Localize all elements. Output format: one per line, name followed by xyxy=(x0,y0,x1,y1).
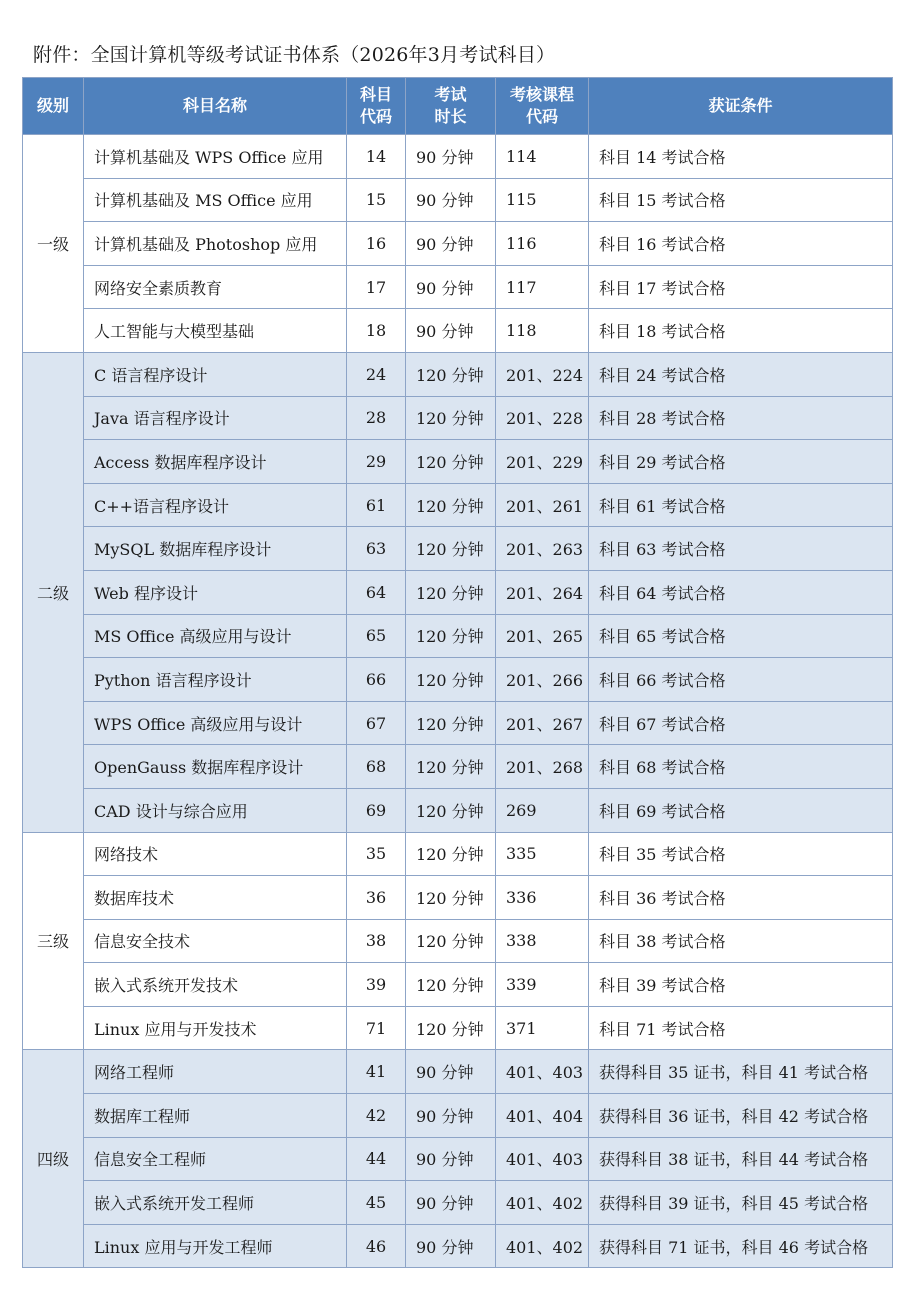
table-row xyxy=(23,440,893,484)
subject-code-cell: 36 xyxy=(347,876,406,920)
header-course-code: 考核课程 代码 xyxy=(496,78,589,135)
condition-cell: 获得科目 39 证书，科目 45 考试合格 xyxy=(589,1181,893,1225)
condition-cell: 科目 69 考试合格 xyxy=(589,788,893,832)
table-row xyxy=(23,701,893,745)
table-row xyxy=(23,614,893,658)
course-code-cell: 116 xyxy=(496,222,589,266)
level-cell: 三级 xyxy=(23,832,84,1050)
header-level: 级别 xyxy=(23,78,84,135)
subject-code-cell: 46 xyxy=(347,1224,406,1268)
header-condition: 获证条件 xyxy=(589,78,893,135)
course-code-cell: 401、404 xyxy=(496,1094,589,1138)
duration-cell: 120 分钟 xyxy=(406,745,496,789)
subject-cell: WPS Office 高级应用与设计 xyxy=(84,701,347,745)
table-row xyxy=(23,1224,893,1268)
subject-code-cell: 61 xyxy=(347,483,406,527)
subject-code-cell: 42 xyxy=(347,1094,406,1138)
subject-cell: Java 语言程序设计 xyxy=(84,396,347,440)
subject-cell: 数据库技术 xyxy=(84,876,347,920)
subject-cell: MySQL 数据库程序设计 xyxy=(84,527,347,571)
condition-cell: 科目 38 考试合格 xyxy=(589,919,893,963)
subject-code-cell: 17 xyxy=(347,265,406,309)
condition-cell: 获得科目 38 证书，科目 44 考试合格 xyxy=(589,1137,893,1181)
duration-cell: 120 分钟 xyxy=(406,832,496,876)
course-code-cell: 371 xyxy=(496,1006,589,1050)
subject-code-cell: 63 xyxy=(347,527,406,571)
table-header-row xyxy=(23,78,893,135)
course-code-cell: 201、229 xyxy=(496,440,589,484)
subject-code-cell: 64 xyxy=(347,570,406,614)
duration-cell: 120 分钟 xyxy=(406,396,496,440)
subject-code-cell: 67 xyxy=(347,701,406,745)
subject-cell: 网络工程师 xyxy=(84,1050,347,1094)
subject-cell: Access 数据库程序设计 xyxy=(84,440,347,484)
course-code-cell: 401、402 xyxy=(496,1181,589,1225)
duration-cell: 90 分钟 xyxy=(406,178,496,222)
course-code-cell: 201、264 xyxy=(496,570,589,614)
subject-code-cell: 71 xyxy=(347,1006,406,1050)
duration-cell: 90 分钟 xyxy=(406,265,496,309)
subject-cell: Web 程序设计 xyxy=(84,570,347,614)
subject-cell: 嵌入式系统开发工程师 xyxy=(84,1181,347,1225)
subject-cell: Linux 应用与开发技术 xyxy=(84,1006,347,1050)
duration-cell: 120 分钟 xyxy=(406,876,496,920)
duration-cell: 120 分钟 xyxy=(406,483,496,527)
duration-cell: 90 分钟 xyxy=(406,222,496,266)
subject-cell: 数据库工程师 xyxy=(84,1094,347,1138)
subject-code-cell: 65 xyxy=(347,614,406,658)
course-code-cell: 201、266 xyxy=(496,658,589,702)
table-body xyxy=(23,135,893,1268)
subject-cell: C 语言程序设计 xyxy=(84,352,347,396)
document-title: 附件：全国计算机等级考试证书体系（2026年3月考试科目） xyxy=(33,44,556,66)
subject-code-cell: 28 xyxy=(347,396,406,440)
course-code-cell: 201、263 xyxy=(496,527,589,571)
course-code-cell: 401、402 xyxy=(496,1224,589,1268)
condition-cell: 科目 63 考试合格 xyxy=(589,527,893,571)
subject-cell: MS Office 高级应用与设计 xyxy=(84,614,347,658)
course-code-cell: 115 xyxy=(496,178,589,222)
course-code-cell: 201、228 xyxy=(496,396,589,440)
subject-cell: 网络技术 xyxy=(84,832,347,876)
table-row xyxy=(23,352,893,396)
condition-cell: 科目 64 考试合格 xyxy=(589,570,893,614)
condition-cell: 科目 39 考试合格 xyxy=(589,963,893,1007)
table-row xyxy=(23,1050,893,1094)
course-code-cell: 335 xyxy=(496,832,589,876)
condition-cell: 科目 68 考试合格 xyxy=(589,745,893,789)
subject-cell: 嵌入式系统开发技术 xyxy=(84,963,347,1007)
duration-cell: 120 分钟 xyxy=(406,352,496,396)
subject-cell: Python 语言程序设计 xyxy=(84,658,347,702)
header-code: 科目 代码 xyxy=(347,78,406,135)
duration-cell: 120 分钟 xyxy=(406,701,496,745)
duration-cell: 120 分钟 xyxy=(406,919,496,963)
subject-code-cell: 14 xyxy=(347,135,406,179)
condition-cell: 科目 14 考试合格 xyxy=(589,135,893,179)
condition-cell: 科目 35 考试合格 xyxy=(589,832,893,876)
subject-code-cell: 16 xyxy=(347,222,406,266)
subject-code-cell: 15 xyxy=(347,178,406,222)
table-row xyxy=(23,1094,893,1138)
duration-cell: 90 分钟 xyxy=(406,309,496,353)
duration-cell: 120 分钟 xyxy=(406,614,496,658)
duration-cell: 90 分钟 xyxy=(406,1224,496,1268)
certificate-system-table xyxy=(22,77,893,1268)
table-row xyxy=(23,265,893,309)
table-row xyxy=(23,919,893,963)
duration-cell: 120 分钟 xyxy=(406,570,496,614)
subject-code-cell: 41 xyxy=(347,1050,406,1094)
condition-cell: 科目 18 考试合格 xyxy=(589,309,893,353)
condition-cell: 科目 28 考试合格 xyxy=(589,396,893,440)
subject-code-cell: 44 xyxy=(347,1137,406,1181)
condition-cell: 科目 17 考试合格 xyxy=(589,265,893,309)
subject-code-cell: 66 xyxy=(347,658,406,702)
subject-cell: C++语言程序设计 xyxy=(84,483,347,527)
subject-cell: 网络安全素质教育 xyxy=(84,265,347,309)
course-code-cell: 401、403 xyxy=(496,1050,589,1094)
subject-code-cell: 29 xyxy=(347,440,406,484)
subject-cell: OpenGauss 数据库程序设计 xyxy=(84,745,347,789)
table-row xyxy=(23,658,893,702)
level-cell: 二级 xyxy=(23,352,84,832)
condition-cell: 科目 66 考试合格 xyxy=(589,658,893,702)
course-code-cell: 201、261 xyxy=(496,483,589,527)
duration-cell: 120 分钟 xyxy=(406,440,496,484)
table-row xyxy=(23,396,893,440)
subject-code-cell: 24 xyxy=(347,352,406,396)
table-row xyxy=(23,309,893,353)
subject-code-cell: 18 xyxy=(347,309,406,353)
header-subject: 科目名称 xyxy=(84,78,347,135)
subject-cell: 计算机基础及 MS Office 应用 xyxy=(84,178,347,222)
course-code-cell: 269 xyxy=(496,788,589,832)
table-row xyxy=(23,963,893,1007)
subject-cell: 计算机基础及 WPS Office 应用 xyxy=(84,135,347,179)
subject-cell: 信息安全技术 xyxy=(84,919,347,963)
condition-cell: 科目 65 考试合格 xyxy=(589,614,893,658)
table-row xyxy=(23,483,893,527)
table-row xyxy=(23,135,893,179)
duration-cell: 120 分钟 xyxy=(406,1006,496,1050)
header-duration: 考试 时长 xyxy=(406,78,496,135)
subject-code-cell: 38 xyxy=(347,919,406,963)
subject-code-cell: 69 xyxy=(347,788,406,832)
course-code-cell: 201、268 xyxy=(496,745,589,789)
duration-cell: 90 分钟 xyxy=(406,1050,496,1094)
table-row xyxy=(23,1137,893,1181)
course-code-cell: 338 xyxy=(496,919,589,963)
subject-code-cell: 68 xyxy=(347,745,406,789)
condition-cell: 科目 29 考试合格 xyxy=(589,440,893,484)
condition-cell: 获得科目 35 证书，科目 41 考试合格 xyxy=(589,1050,893,1094)
condition-cell: 科目 16 考试合格 xyxy=(589,222,893,266)
course-code-cell: 401、403 xyxy=(496,1137,589,1181)
subject-code-cell: 35 xyxy=(347,832,406,876)
course-code-cell: 114 xyxy=(496,135,589,179)
subject-cell: Linux 应用与开发工程师 xyxy=(84,1224,347,1268)
table-row xyxy=(23,178,893,222)
table-row xyxy=(23,1006,893,1050)
subject-cell: 计算机基础及 Photoshop 应用 xyxy=(84,222,347,266)
condition-cell: 科目 15 考试合格 xyxy=(589,178,893,222)
duration-cell: 90 分钟 xyxy=(406,1181,496,1225)
course-code-cell: 118 xyxy=(496,309,589,353)
condition-cell: 科目 24 考试合格 xyxy=(589,352,893,396)
course-code-cell: 336 xyxy=(496,876,589,920)
table-row xyxy=(23,570,893,614)
duration-cell: 120 分钟 xyxy=(406,658,496,702)
duration-cell: 120 分钟 xyxy=(406,963,496,1007)
subject-cell: 人工智能与大模型基础 xyxy=(84,309,347,353)
condition-cell: 获得科目 36 证书，科目 42 考试合格 xyxy=(589,1094,893,1138)
course-code-cell: 117 xyxy=(496,265,589,309)
table-row xyxy=(23,832,893,876)
condition-cell: 科目 67 考试合格 xyxy=(589,701,893,745)
subject-code-cell: 45 xyxy=(347,1181,406,1225)
table-row xyxy=(23,222,893,266)
course-code-cell: 339 xyxy=(496,963,589,1007)
table-row xyxy=(23,527,893,571)
course-code-cell: 201、267 xyxy=(496,701,589,745)
course-code-cell: 201、224 xyxy=(496,352,589,396)
table-row xyxy=(23,788,893,832)
duration-cell: 90 分钟 xyxy=(406,1137,496,1181)
table-row xyxy=(23,1181,893,1225)
level-cell: 一级 xyxy=(23,135,84,353)
duration-cell: 90 分钟 xyxy=(406,1094,496,1138)
condition-cell: 科目 36 考试合格 xyxy=(589,876,893,920)
duration-cell: 120 分钟 xyxy=(406,527,496,571)
table-row xyxy=(23,745,893,789)
condition-cell: 科目 71 考试合格 xyxy=(589,1006,893,1050)
condition-cell: 科目 61 考试合格 xyxy=(589,483,893,527)
condition-cell: 获得科目 71 证书，科目 46 考试合格 xyxy=(589,1224,893,1268)
subject-cell: 信息安全工程师 xyxy=(84,1137,347,1181)
subject-code-cell: 39 xyxy=(347,963,406,1007)
subject-cell: CAD 设计与综合应用 xyxy=(84,788,347,832)
level-cell: 四级 xyxy=(23,1050,84,1268)
duration-cell: 90 分钟 xyxy=(406,135,496,179)
duration-cell: 120 分钟 xyxy=(406,788,496,832)
course-code-cell: 201、265 xyxy=(496,614,589,658)
table-row xyxy=(23,876,893,920)
